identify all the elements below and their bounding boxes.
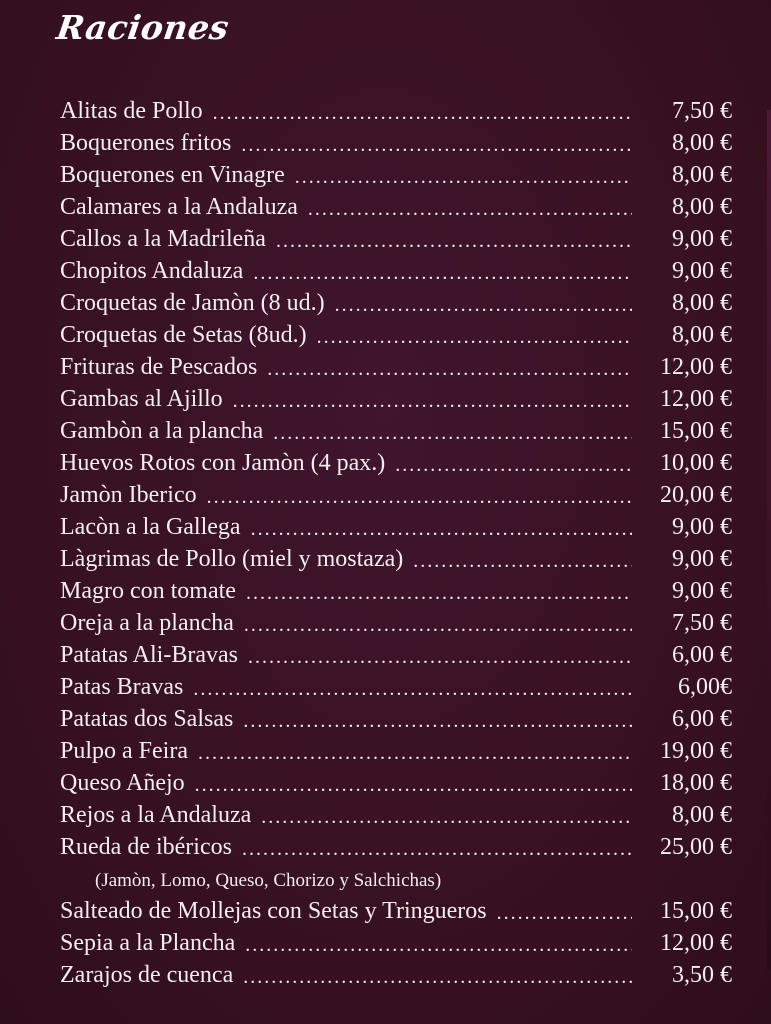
item-price: 9,00 €	[672, 226, 732, 252]
list-item	[60, 159, 732, 191]
item-price: 9,00 €	[672, 258, 732, 284]
item-price: 12,00 €	[660, 930, 732, 956]
list-item	[60, 191, 732, 223]
dot-leader	[193, 675, 632, 703]
dot-leader	[207, 483, 632, 511]
item-price: 6,00 €	[672, 706, 732, 732]
dot-leader	[241, 131, 632, 159]
item-name: Rejos a la Andaluza	[60, 802, 252, 828]
list-item	[60, 735, 732, 767]
item-price: 12,00 €	[660, 386, 732, 412]
list-item	[60, 319, 732, 351]
item-name: Frituras de Pescados	[60, 354, 258, 380]
item-name: Patas Bravas	[60, 674, 184, 700]
item-price: 15,00 €	[660, 418, 732, 444]
item-price: 15,00 €	[660, 898, 732, 924]
dot-leader	[273, 419, 632, 447]
item-price: 12,00 €	[660, 354, 732, 380]
item-name: Lacòn a la Gallega	[60, 514, 241, 540]
item-price: 18,00 €	[660, 770, 732, 796]
item-price: 8,00 €	[672, 802, 732, 828]
list-item	[60, 223, 732, 255]
dot-leader	[244, 611, 632, 639]
dot-leader	[253, 259, 632, 287]
list-item	[60, 831, 732, 863]
item-name: Magro con tomate	[60, 578, 236, 604]
item-price: 9,00 €	[672, 514, 732, 540]
item-price: 8,00 €	[672, 162, 732, 188]
list-item	[60, 607, 732, 639]
item-name: Gambòn a la plancha	[60, 418, 264, 444]
list-item	[60, 287, 732, 319]
list-item	[60, 927, 732, 959]
item-name: Jamòn Iberico	[60, 482, 197, 508]
page-edge	[767, 110, 771, 970]
list-item	[60, 127, 732, 159]
item-price: 7,50 €	[672, 610, 732, 636]
item-price: 25,00 €	[660, 834, 732, 860]
item-name: Boquerones en Vinagre	[60, 162, 285, 188]
list-item	[60, 767, 732, 799]
list-item	[60, 415, 732, 447]
item-price: 10,00 €	[660, 450, 732, 476]
list-item	[60, 799, 732, 831]
list-item	[60, 95, 732, 127]
item-name: Chopitos Andaluza	[60, 258, 244, 284]
item-name: Calamares a la Andaluza	[60, 194, 298, 220]
item-price: 6,00 €	[672, 642, 732, 668]
dot-leader	[246, 579, 632, 607]
dot-leader	[276, 227, 632, 255]
item-name: Làgrimas de Pollo (miel y mostaza)	[60, 546, 404, 572]
item-name: Alitas de Pollo	[60, 98, 203, 124]
dot-leader	[242, 835, 632, 863]
item-price: 8,00 €	[672, 130, 732, 156]
list-item	[60, 351, 732, 383]
dot-leader	[213, 99, 632, 127]
item-name: Queso Añejo	[60, 770, 185, 796]
item-name: Callos a la Madrileña	[60, 226, 266, 252]
dot-leader	[233, 387, 632, 415]
item-price: 9,00 €	[672, 546, 732, 572]
dot-leader	[413, 547, 632, 575]
item-name: Croquetas de Jamòn (8 ud.)	[60, 290, 325, 316]
item-price: 19,00 €	[660, 738, 732, 764]
item-price: 9,00 €	[672, 578, 732, 604]
dot-leader	[243, 963, 632, 991]
dot-leader	[295, 163, 632, 191]
item-price: 8,00 €	[672, 194, 732, 220]
item-name: Gambas al Ajillo	[60, 386, 223, 412]
list-item	[60, 255, 732, 287]
item-price: 20,00 €	[660, 482, 732, 508]
dot-leader	[395, 451, 632, 479]
item-price: 8,00 €	[672, 290, 732, 316]
dot-leader	[248, 643, 632, 671]
item-name: Zarajos de cuenca	[60, 962, 234, 988]
item-name: Patatas Ali-Bravas	[60, 642, 238, 668]
item-price: 7,50 €	[672, 98, 732, 124]
dot-leader	[198, 739, 632, 767]
dot-leader	[243, 707, 632, 735]
dot-leader	[251, 515, 632, 543]
list-item	[60, 479, 732, 511]
item-name: Oreja a la plancha	[60, 610, 234, 636]
dot-leader	[308, 195, 632, 223]
item-price: 6,00€	[678, 674, 732, 700]
dot-leader	[335, 291, 632, 319]
dot-leader	[267, 355, 632, 383]
item-note: (Jamòn, Lomo, Queso, Chorizo y Salchichas)	[95, 870, 442, 891]
list-item	[60, 447, 732, 479]
list-item	[60, 959, 732, 991]
item-name: Salteado de Mollejas con Setas y Tringueros	[60, 898, 487, 924]
list-item	[60, 575, 732, 607]
list-item	[60, 671, 732, 703]
list-item	[60, 511, 732, 543]
list-item	[60, 703, 732, 735]
page-title: Raciones	[54, 8, 232, 47]
list-item	[60, 895, 732, 927]
item-price: 8,00 €	[672, 322, 732, 348]
item-name: Huevos Rotos con Jamòn (4 pax.)	[60, 450, 386, 476]
item-name: Patatas dos Salsas	[60, 706, 234, 732]
item-price: 3,50 €	[672, 962, 732, 988]
dot-leader	[497, 899, 632, 927]
item-name: Rueda de ibéricos	[60, 834, 232, 860]
dot-leader	[245, 931, 632, 959]
item-name: Boquerones fritos	[60, 130, 232, 156]
item-name: Croquetas de Setas (8ud.)	[60, 322, 307, 348]
list-item	[60, 543, 732, 575]
list-item	[60, 639, 732, 671]
list-item	[60, 383, 732, 415]
item-name: Sepia a la Plancha	[60, 930, 236, 956]
dot-leader	[195, 771, 632, 799]
dot-leader	[261, 803, 632, 831]
item-name: Pulpo a Feira	[60, 738, 188, 764]
dot-leader	[317, 323, 632, 351]
